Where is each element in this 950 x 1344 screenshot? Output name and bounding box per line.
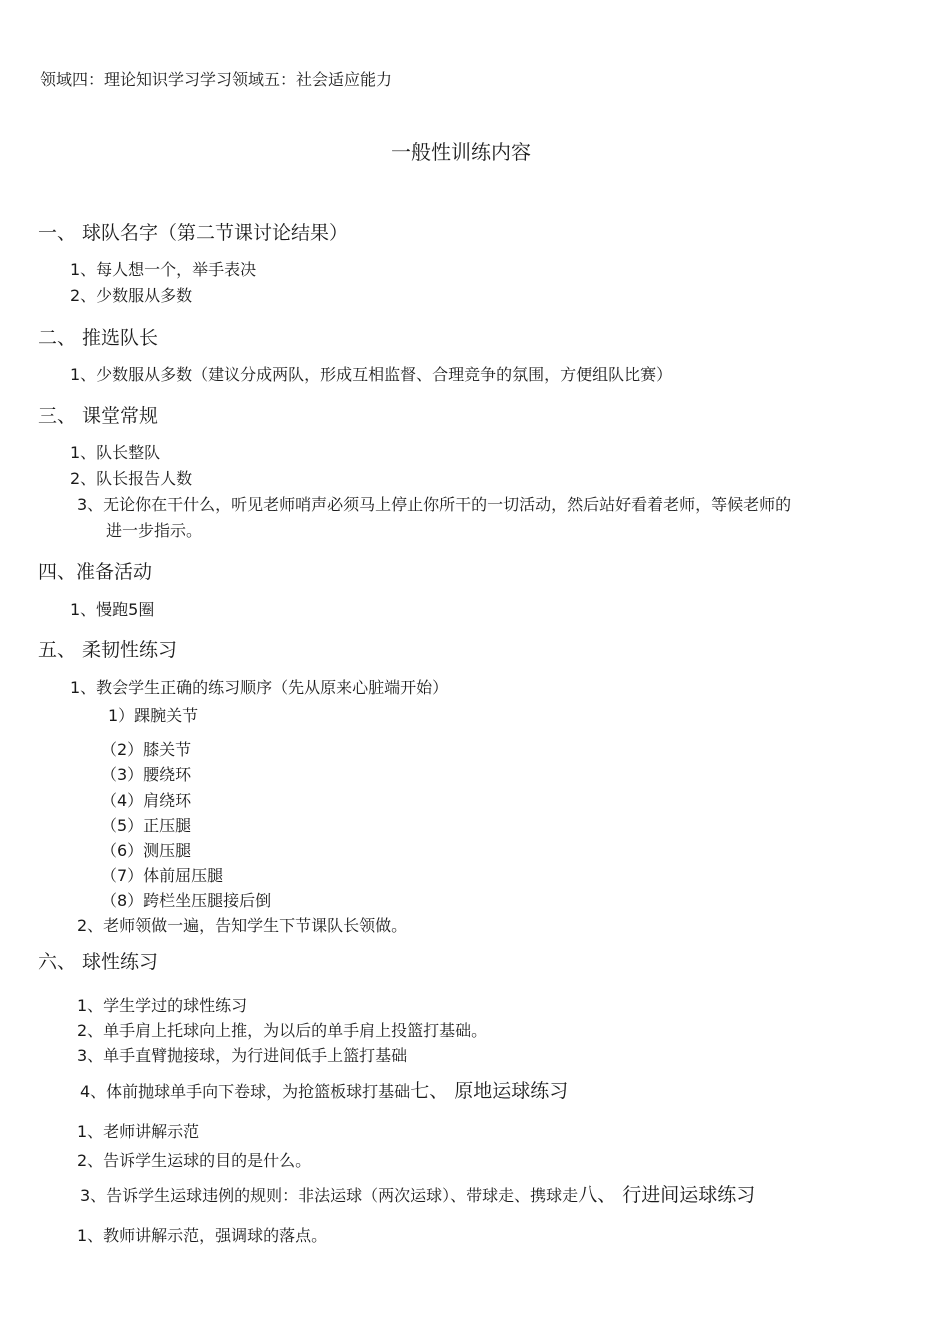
sub-list-item: （8）跨栏坐压腿接后倒 (101, 891, 272, 910)
mixed-line-7-8 (80, 1186, 755, 1205)
list-item: 2、告诉学生运球的目的是什么。 (77, 1151, 312, 1170)
list-item: 1、少数服从多数（建议分成两队，形成互相监督、合理竞争的氛围，方便组队比赛） (70, 365, 673, 384)
sub-list-item: （7）体前屈压腿 (101, 866, 224, 885)
section-heading-2: 二、 推选队长 (38, 327, 159, 349)
section-heading-6: 六、 球性练习 (38, 951, 159, 973)
list-item: 1、队长整队 (70, 443, 161, 462)
list-item: 1、慢跑5圈 (70, 600, 155, 619)
mixed-line-6-7 (80, 1082, 568, 1101)
list-item: 3、单手直臂抛接球，为行进间低手上篮打基础 (77, 1046, 408, 1065)
list-item: 2、少数服从多数 (70, 286, 193, 305)
list-item: 1、老师讲解示范 (77, 1122, 200, 1141)
section-heading-4: 四、准备活动 (38, 561, 153, 583)
list-item: 1、教会学生正确的练习顺序（先从原来心脏端开始） (70, 678, 449, 697)
sub-list-item: （6）测压腿 (101, 841, 192, 860)
sub-list-item: 1）踝腕关节 (108, 706, 199, 725)
list-item: 1、学生学过的球性练习 (77, 996, 248, 1015)
list-item: 1、教师讲解示范，强调球的落点。 (77, 1226, 328, 1245)
list-item: 1、每人想一个，举手表决 (70, 260, 257, 279)
list-item: 2、队长报告人数 (70, 469, 193, 488)
sub-list-item: （2）膝关节 (101, 740, 192, 759)
list-item: 4、体前抛球单手向下卷球，为抢篮板球打基础 (80, 1082, 411, 1101)
list-item: 3、告诉学生运球违例的规则：非法运球（两次运球）、带球走、携球走 (80, 1186, 579, 1205)
section-heading-7: 七、 原地运球练习 (410, 1080, 569, 1102)
list-item: 2、老师领做一遍，告知学生下节课队长领做。 (77, 916, 408, 935)
list-item-continuation: 进一步指示。 (106, 521, 203, 540)
list-item: 2、单手肩上托球向上推，为以后的单手肩上投篮打基础。 (77, 1021, 488, 1040)
section-heading-8: 八、 行进间运球练习 (578, 1184, 756, 1206)
section-heading-3: 三、 课堂常规 (38, 405, 159, 427)
list-item: 3、无论你在干什么，听见老师哨声必须马上停止你所干的一切活动，然后站好看着老师，等候老师的 (77, 495, 792, 514)
sub-list-item: （5）正压腿 (101, 816, 192, 835)
section-heading-1: 一、 球队名字（第二节课讨论结果） (38, 222, 349, 244)
document-title: 一般性训练内容 (391, 140, 531, 164)
sub-list-item: （4）肩绕环 (101, 791, 192, 810)
sub-list-item: （3）腰绕环 (101, 765, 192, 784)
header-line: 领域四：理论知识学习学习领域五：社会适应能力 (40, 70, 393, 89)
section-heading-5: 五、 柔韧性练习 (38, 639, 178, 661)
